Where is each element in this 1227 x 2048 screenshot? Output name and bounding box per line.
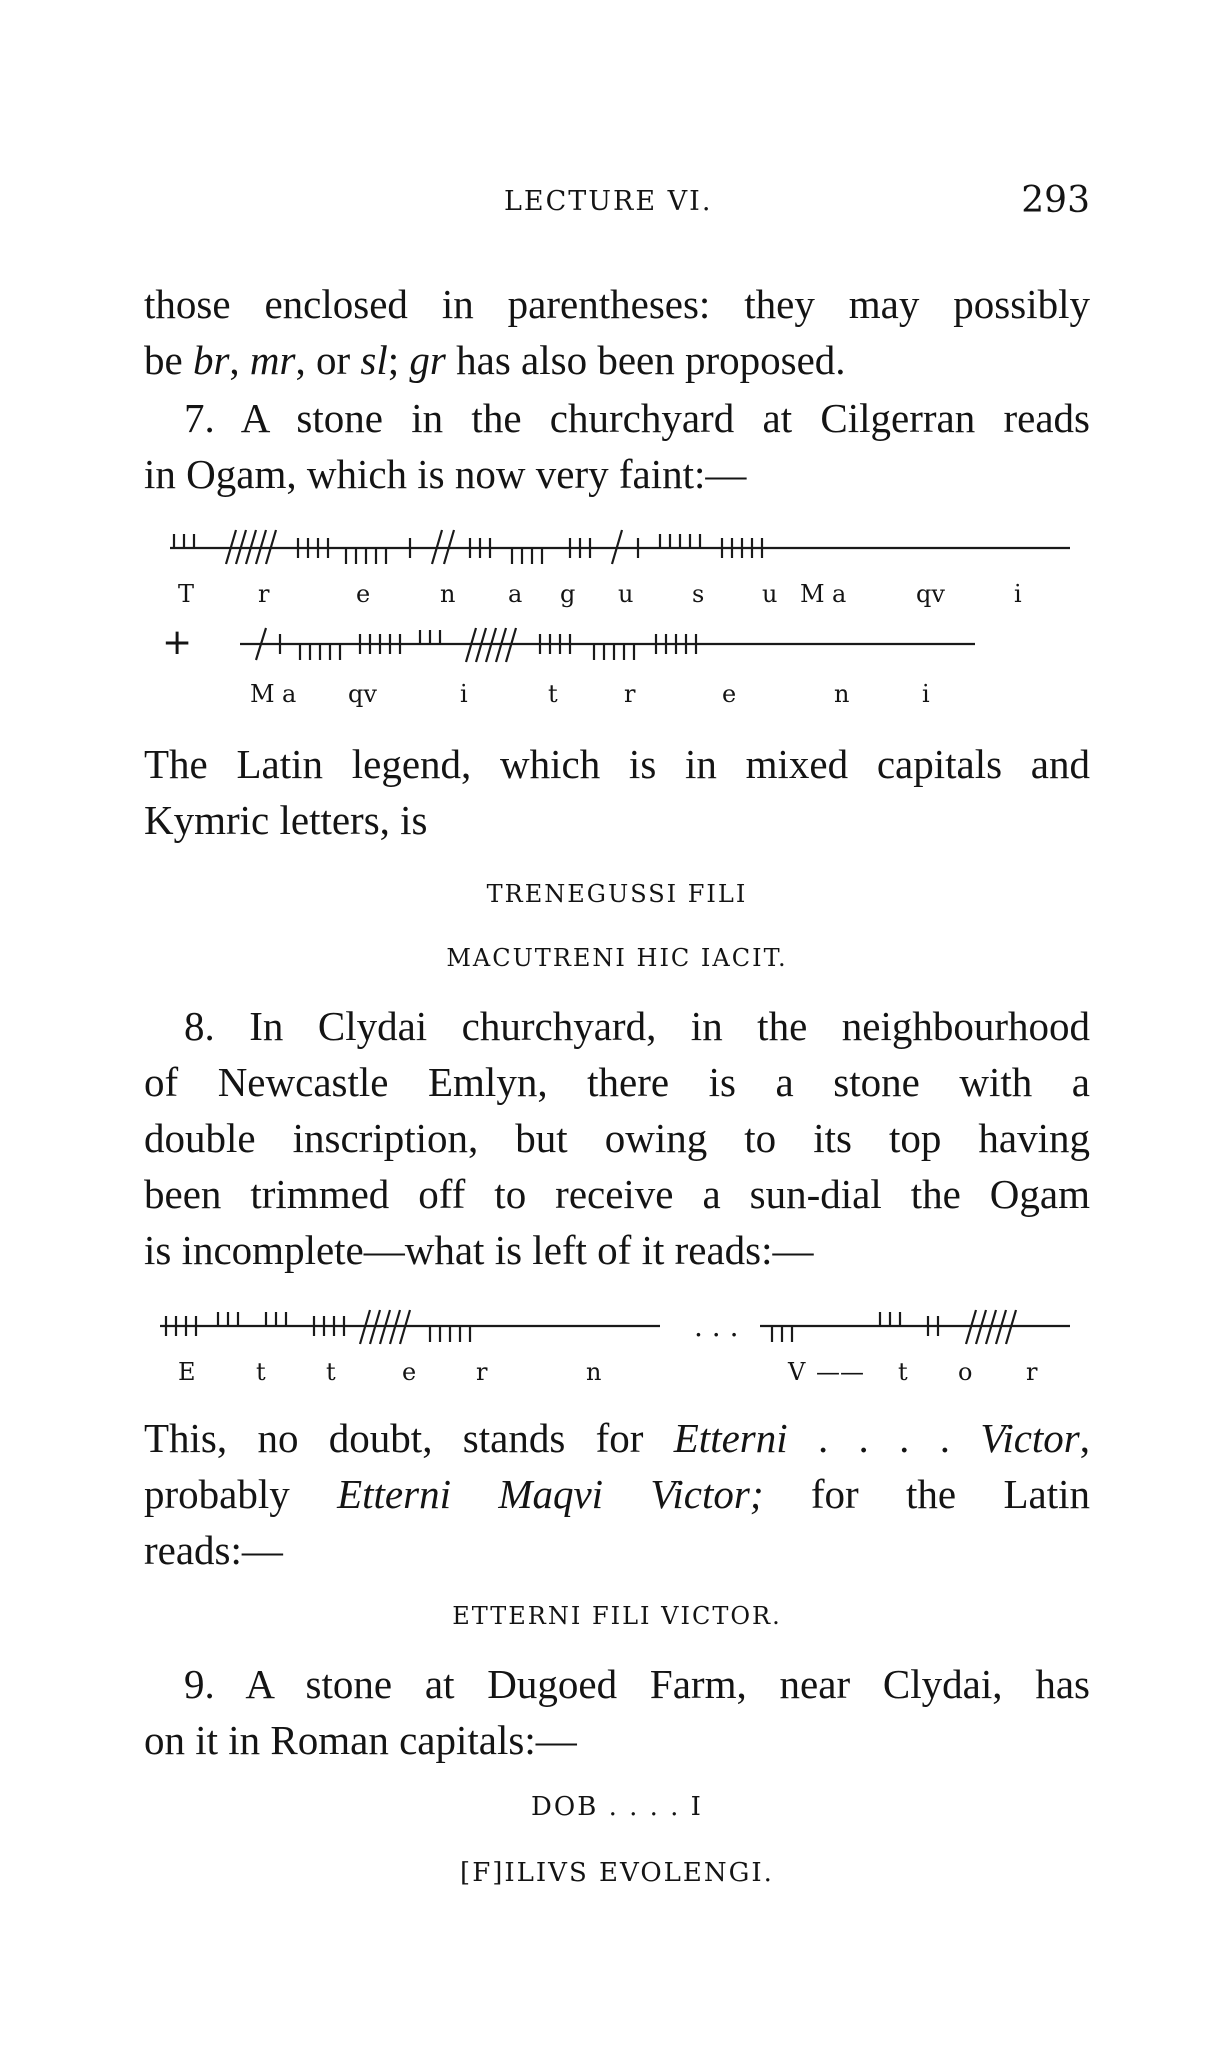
- ogam-letter: a: [832, 580, 847, 608]
- ogam-letter: M: [800, 580, 825, 608]
- ogam-letter: qv: [916, 580, 945, 608]
- text-line: is incomplete—what is left of it reads:—: [144, 1227, 814, 1273]
- text-line: This, no doubt, stands for Etterni . . . . Victor,: [144, 1415, 1091, 1461]
- ogam-group-t: [218, 1312, 238, 1326]
- ogam-letter: t: [326, 1358, 336, 1386]
- ogam-group-T: [174, 534, 194, 548]
- ogam-letter: r: [624, 680, 636, 708]
- text-line: Kymric letters, is: [144, 797, 428, 843]
- ogam-letter: r: [258, 580, 270, 608]
- ogam-letter: n: [834, 680, 850, 708]
- text-line: 8. In Clydai churchyard, in the neighbourhood: [184, 1003, 1090, 1049]
- ogam-letter: s: [692, 580, 705, 608]
- text-line: on it in Roman capitals:—: [144, 1717, 577, 1763]
- paragraph-2: [144, 390, 1090, 502]
- ogam-letter: i: [1014, 580, 1022, 608]
- ogam-group-n: [430, 1326, 470, 1342]
- ogam-letter: t: [548, 680, 558, 708]
- ogam-letters-clydai: [0, 1358, 1227, 1398]
- text-line: be br, mr, or sl; gr has also been proposed.: [144, 337, 846, 383]
- latin-legend-line-2: MACUTRENI HIC IACIT.: [446, 944, 788, 972]
- text-line: probably Etterni Maqvi Victor; for the Latin: [144, 1471, 1090, 1517]
- text-line: reads:—: [144, 1527, 283, 1573]
- ogam-letter: ——: [816, 1358, 864, 1386]
- ogam-group-t3: [880, 1312, 900, 1326]
- paragraph-3: [144, 736, 1090, 848]
- ogam-letter: a: [508, 580, 523, 608]
- ogam-group-qv-2: [300, 644, 340, 660]
- text-line: 7. A stone in the churchyard at Cilgerran reads: [184, 395, 1090, 441]
- ogam-letter: T: [178, 580, 195, 608]
- ogam-letters-row-2: [0, 680, 1227, 720]
- ogam-letter: r: [1026, 1358, 1038, 1386]
- ogam-letter: i: [460, 680, 468, 708]
- text-line: been trimmed off to receive a sun-dial the Ogam: [144, 1171, 1090, 1217]
- paragraph-1: [144, 276, 1090, 388]
- paragraph-4: [144, 998, 1090, 1278]
- ogam-letter: E: [178, 1358, 196, 1386]
- ogam-group-qv: [660, 534, 700, 548]
- ogam-letter: r: [476, 1358, 488, 1386]
- ogam-inscription-cilgerran: [0, 500, 1227, 720]
- page-number: 293: [1021, 180, 1090, 221]
- cross-symbol: +: [162, 622, 193, 663]
- ogam-letters-row-1: [0, 580, 1227, 620]
- text-line: in Ogam, which is now very faint:—: [144, 451, 747, 497]
- ogam-letter: u: [762, 580, 778, 608]
- ogam-letter: u: [618, 580, 634, 608]
- latin-legend-line-1: TRENEGUSSI FILI: [486, 880, 748, 908]
- ogam-letter: e: [356, 580, 371, 608]
- ogam-letter: t: [256, 1358, 266, 1386]
- ogam-group-t-2: [420, 630, 440, 644]
- ogam-letter: V: [788, 1358, 806, 1386]
- text-line: double inscription, but owing to its top having: [144, 1115, 1090, 1161]
- ogam-letter: M: [250, 680, 275, 708]
- paragraph-5: [144, 1410, 1090, 1578]
- roman-inscription-line-2: [F]ILIVS EVOLENGI.: [460, 1858, 774, 1888]
- ogam-letter: e: [402, 1358, 417, 1386]
- header-title: LECTURE VI.: [504, 186, 713, 217]
- ogam-inscription-clydai: [0, 1290, 1227, 1410]
- paragraph-6: [144, 1656, 1090, 1768]
- latin-legend-clydai: ETTERNI FILI VICTOR.: [452, 1602, 782, 1630]
- text-line: The Latin legend, which is in mixed capitals and: [144, 741, 1090, 787]
- running-header: [144, 180, 1090, 226]
- text-line: 9. A stone at Dugoed Farm, near Clydai, has: [184, 1661, 1090, 1707]
- ogam-gap-dots: . . .: [694, 1310, 739, 1343]
- ogam-letter: o: [958, 1358, 973, 1386]
- ogam-group-s: [512, 548, 542, 564]
- text-line: those enclosed in parentheses: they may possibly: [144, 281, 1090, 327]
- ogam-group-n-2: [594, 644, 634, 660]
- ogam-group-n: [346, 548, 386, 564]
- ogam-letter: n: [440, 580, 456, 608]
- text-line: of Newcastle Emlyn, there is a stone with a: [144, 1059, 1090, 1105]
- ogam-letter: t: [898, 1358, 908, 1386]
- ogam-letter: i: [922, 680, 930, 708]
- ogam-letter: a: [282, 680, 297, 708]
- ogam-letter: qv: [348, 680, 377, 708]
- ogam-letter: n: [586, 1358, 602, 1386]
- ogam-letter: g: [560, 580, 576, 608]
- ogam-group-V: [772, 1326, 792, 1342]
- roman-inscription-line-1: DOB . . . . I: [531, 1792, 703, 1822]
- ogam-letter: e: [722, 680, 737, 708]
- ogam-group-t2: [266, 1312, 286, 1326]
